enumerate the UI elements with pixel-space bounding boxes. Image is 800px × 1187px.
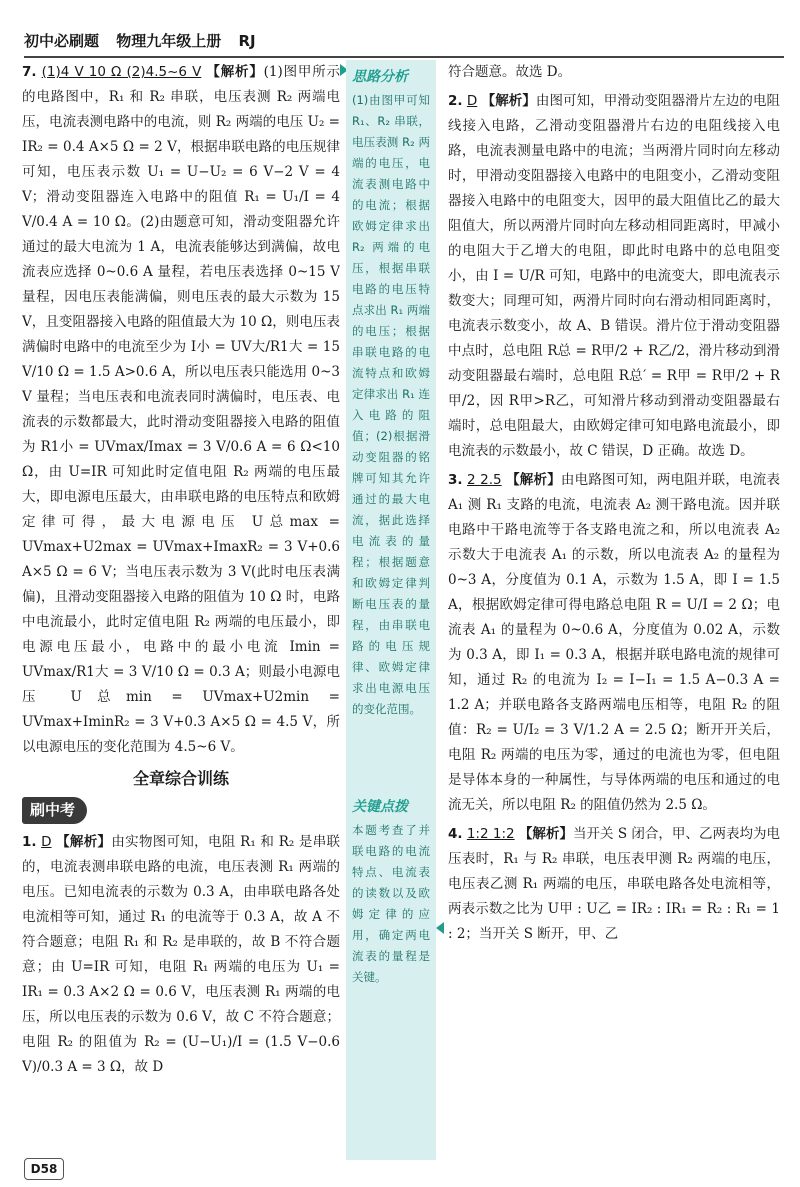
section-title: 全章综合训练 — [132, 769, 229, 788]
side-text-key-point: 本题考查了并联电路的电流特点、电流表的读数以及欧姆定律的应用，确定两电流表的量程是关键。 — [352, 823, 430, 984]
side-notes — [346, 60, 436, 1160]
side-heading-key-point: 关键点拨 — [352, 799, 408, 815]
answer: D — [466, 93, 478, 109]
analysis-text: (1)图甲所示的电路图中，R₁ 和 R₂ 串联，电压表测 R₂ 两端电压，电流表测电路中的电流，则 R₂ 两端的电压 U₂ = IR₂ = 0.4 A×5 Ω = 2 V，根据串联电路的电压规律可知，电压表示数 U₁ = U−U₂ = 6 V−2 V = 4 V；滑动变阻器连入电路中的阻值 R₁ = U₁/I = 4 V/0.4 A = 10 Ω。(2)由题意可知，滑动变阻器允许通过的最大电流为 1 A，电流表能够达到满偏，故电流表应选择 0~0.6 A 量程，若电压表选择 0~15 V 量程，因电压表能满偏，则电压表的最大示数为 15 V，且变阻器接入电路的阻值最大为 10 Ω，则电压表满偏时电路中的电流至少为 I小 = UV大/R1大 = 15 V/10 Ω = 1.5 A>0.6 A，所以电压表只能选用 0~3 V 量程；当电压表和电流表同时满偏时，电压表、电流表的示数都最大，此时滑动变阻器接入电路的阻值为 R1小 = UVmax/Imax = 3 V/0.6 A = 6 Ω<10 Ω，由 U=IR 可知此时定值电阻 R₂ 两端的电压最大，即电源电压最大，由串联电路的电压特点和欧姆定律可得，最大电源电压 U总max = UVmax+U2max = UVmax+ImaxR₂ = 3 V+0.6 A×5 Ω = 6 V；当电压表示数为 3 V(此时电压表满偏)，且滑动变阻器接入电路的阻值为 10 Ω 时，电路中电流最小，此时定值电阻 R₂ 两端的电压最小，即电源电压最小，电路中的最小电流 Imin = UVmax/R1大 = 3 V/10 Ω = 0.3 A；则最小电源电压 U总min = UVmax+U2min = UVmax+IminR₂ = 3 V+0.3 A×5 Ω = 4.5 V，所以电源电压的变化范围为 4.5~6 V。 — [22, 64, 340, 755]
question-4 — [448, 822, 780, 947]
analysis-text: 由图可知，甲滑动变阻器滑片左边的电阻线接入电路，乙滑动变阻器滑片右边的电阻线接入电路，电流表测量电路中的电流；当两滑片同时向左移动时，甲滑动变阻器接入电路中的电阻变小，乙滑动变阻器接入电路中的电阻变大，因甲的最大阻值比乙的最大阻值大，所以两滑片同时向左移动相同距离时，甲减小的电阻大于乙增大的电阻，即此时电路中的总电阻变小，由 I = U/R 可知，电路中的电流变大，即电流表示数变大；同理可知，两滑片同时向右滑动相同距离时，电流表示数变小，故 A、B 错误。滑片位于滑动变阻器中点时，总电阻 R总 = R甲/2 + R乙/2，滑片移动到滑动变阻器最右端时，总电阻 R总′ = R甲 = R甲/2 + R甲/2，因 R甲>R乙，可知滑片移动到滑动变阻器最右端时，总电阻最大，由欧姆定律可知电路电流最小，即电流表的示数最小，故 C 错误，D 正确。故选 D。 — [448, 93, 780, 459]
analysis-tag: 【解析】 — [56, 834, 112, 850]
question-number: 2. — [448, 93, 463, 109]
analysis-text: 当开关 S 闭合，甲、乙两表均为电压表时，R₁ 与 R₂ 串联，电压表甲测 R₂ 两端的电压，电压表乙测 R₁ 两端的电压，串联电路各处电流相等，两表示数之比为 U甲 : U乙 = IR₂ : IR₁ = R₂ : R₁ = 1 : 2；当开关 S 断开，甲、乙 — [448, 826, 780, 942]
question-number: 4. — [448, 826, 463, 842]
question-number: 3. — [448, 472, 463, 488]
right-column — [448, 60, 780, 1160]
analysis-tag: 【解析】 — [506, 472, 561, 488]
pointer-arrow-icon — [436, 922, 444, 934]
analysis-text: 由电路图可知，两电阻并联，电流表 A₁ 测 R₁ 支路的电流，电流表 A₂ 测干路电流。因并联电路中干路电流等于各支路电流之和，所以电流表 A₂ 示数大于电流表 A₁ 的示数，所以电流表 A₂ 的量程为 0~3 A，分度值为 0.1 A，示数为 1.5 A，即 I = 1.5 A，根据欧姆定律可得电路总电阻 R = U/I = 2 Ω；电流表 A₁ 的量程为 0~0.6 A，分度值为 0.02 A，示数为 0.3 A，即 I₁ = 0.3 A，根据并联电路电流的规律可知，通过 R₂ 的电流为 I₂ = I−I₁ = 1.5 A−0.3 A = 1.2 A；并联电路各支路两端电压相等，电阻 R₂ 的阻值：R₂ = U/I₂ = 3 V/1.2 A = 2.5 Ω；断开开关后，电阻 R₂ 两端的电压为零，通过的电流也为零，但电阻是导体本身的一种属性，与导体两端的电压和通过的电流无关，所以电阻 R₂ 的阻值仍然为 2.5 Ω。 — [448, 472, 780, 813]
analysis-tag: 【解析】 — [518, 826, 573, 842]
section-badge: 刷中考 — [22, 797, 87, 824]
subject-title: 物理九年级上册 — [116, 32, 222, 50]
analysis-tag: 【解析】 — [481, 93, 536, 109]
left-column — [22, 60, 340, 1160]
question-2 — [448, 89, 780, 464]
question-3 — [448, 468, 780, 818]
question-7 — [22, 60, 340, 760]
question-1-tail: 符合题意。故选 D。 — [448, 64, 572, 80]
analysis-tag: 【解析】 — [206, 64, 264, 80]
edition-label: RJ — [238, 32, 256, 50]
question-number: 7. — [22, 64, 37, 80]
analysis-text: 由实物图可知，电阻 R₁ 和 R₂ 是串联的，电流表测串联电路的电流，电压表测 R₁ 两端的电压。已知电流表的示数为 0.3 A，由串联电路各处电流相等可知，通过 R₁ 的电流等于 0.3 A，故 A 不符合题意；电阻 R₁ 和 R₂ 是串联的，故 B 不符合题意；由 U=IR 可知，电阻 R₁ 两端的电压为 U₁ = IR₁ = 0.3 A×2 Ω = 0.6 V，电压表测 R₁ 两端的电压，所以电压表的示数为 0.6 V，故 C 不符合题意；电阻 R₂ 的阻值为 R₂ = (U−U₁)/I = (1.5 V−0.6 V)/0.3 A = 3 Ω，故 D — [22, 834, 340, 1075]
answer: 2 2.5 — [467, 472, 502, 488]
page-number: D58 — [24, 1158, 64, 1180]
answer: (1)4 V 10 Ω (2)4.5~6 V — [41, 64, 202, 80]
answer: D — [41, 834, 52, 850]
side-spacer — [346, 720, 436, 790]
question-number: 1. — [22, 834, 37, 850]
side-text-analysis: (1)由图甲可知 R₁、R₂ 串联，电压表测 R₂ 两端的电压，电流表测电路中的电流；根据欧姆定律求出 R₂ 两端的电压，根据串联电路的电压特点求出 R₁ 两端的电压；根据串联电路的电流特点和欧姆定律求出 R₁ 连入电路的阻值；(2)根据滑动变阻器的铭牌可知其允许通过的最大电流，据此选择电流表的量程；根据题意和欧姆定律判断电压表的量程，由串联电路的电压规律、欧姆定律求出电源电压的变化范围。 — [352, 93, 430, 716]
answer: 1:2 1:2 — [466, 826, 515, 842]
side-heading-analysis: 思路分析 — [352, 69, 408, 85]
page-header — [24, 30, 784, 58]
series-title: 初中必刷题 — [24, 32, 100, 50]
question-1 — [22, 830, 340, 1080]
